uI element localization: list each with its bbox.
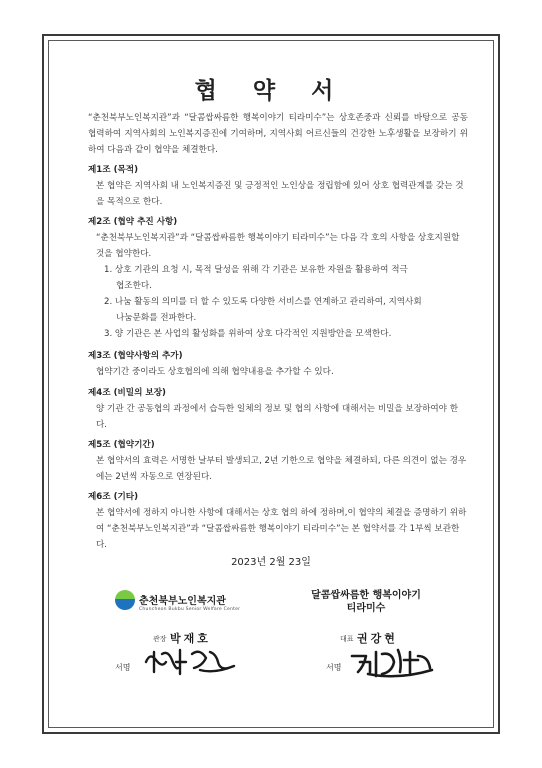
right-party-name-line2: 티라미수 (346, 603, 386, 614)
article-2-body: “춘천북부노인복지관”과 “달콤쌉싸름한 행복이야기 티라미수”는 다음 각 호의 사항을 상호지원할 것을 협약한다. (96, 233, 460, 259)
agreement-date: 2023년 2월 23일 (231, 557, 311, 568)
article-1-body: 본 협약은 지역사회 내 노인복지증진 및 긍정적인 노인상을 정립함에 있어 상호 협력관계를 갖는 것을 목적으로 한다. (96, 181, 464, 207)
left-party-name: 춘천북부노인복지관 (139, 596, 226, 607)
right-party-representative: 권강현 (357, 632, 398, 645)
welfare-center-logo-icon (115, 590, 135, 610)
article-6-body: 본 협약서에 정하지 아니한 사항에 대해서는 상호 협의 하에 정하며,이 협약의 체결을 증명하기 위하여 “춘천북부노인복지관”과 “달콤쌉싸름한 행복이야기 티라미수”는 본 협약서를 각 1부씩 보관한다. (96, 508, 467, 550)
right-sign-label: 서명 (326, 663, 342, 672)
article-3-heading: 제3조 (협약사항의 추가) (88, 351, 183, 361)
article-2-item-2: 2. 나눔 활동의 의미를 더 할 수 있도록 다양한 서비스를 연계하고 관리하여, 지역사회 (104, 297, 422, 307)
article-2-item-1: 1. 상호 기관의 요청 시, 목적 달성을 위해 각 기관은 보유한 자원을 활용하여 적극 (104, 265, 408, 275)
article-6-heading: 제6조 (기타) (88, 492, 139, 502)
left-party-representative: 박재호 (170, 632, 211, 645)
article-2-item-1-cont: 협조한다. (116, 281, 152, 291)
article-3-body: 협약기간 중이라도 상호협의에 의해 협약내용을 추가할 수 있다. (96, 367, 334, 377)
left-sign-label: 서명 (115, 663, 131, 672)
article-2-heading: 제2조 (협약 추진 사항) (88, 217, 178, 227)
article-2-item-3: 3. 양 기관은 본 사업의 활성화를 위하여 상호 다각적인 지원방안을 모색한다. (104, 329, 392, 339)
article-5-body: 본 협약서의 효력은 서명한 날부터 발생되고, 2년 기한으로 협약을 체결하되, 다른 의견이 없는 경우에는 2년씩 자동으로 연장된다. (96, 456, 467, 482)
article-4-body: 양 기관 간 공동협의 과정에서 습득한 일체의 정보 및 협의 사항에 대해서는 비밀을 보장하여야 한다. (96, 404, 459, 430)
article-2-item-2-cont: 나눔문화를 전파한다. (116, 313, 197, 323)
left-party-role: 관장 (153, 635, 167, 643)
right-party-name (296, 589, 436, 615)
article-4-heading: 제4조 (비밀의 보장) (88, 388, 166, 398)
right-party-role: 대표 (340, 635, 354, 643)
left-party-english-name: Chuncheon Bukbu Senior Welfare Center (139, 607, 241, 612)
intro-paragraph: “춘천북부노인복지관”과 “달콤쌉싸름한 행복이야기 티라미수”는 상호존중과 신뢰를 바탕으로 공동 협력하여 지역사회의 노인복지증진에 기여하며, 지역사회 어르신들의 건강한 노후생활을 보장하기 위하여 다음과 같이 협약을 체결한다. (88, 113, 468, 155)
right-signature-icon (348, 642, 438, 680)
article-5-heading: 제5조 (협약기간) (88, 440, 155, 450)
left-signature-icon (140, 640, 240, 680)
right-party-name-line1: 달콤쌉싸름한 행복이야기 (311, 590, 421, 601)
article-1-heading: 제1조 (목적) (88, 165, 139, 175)
document-title: 협 약 서 (194, 77, 348, 104)
